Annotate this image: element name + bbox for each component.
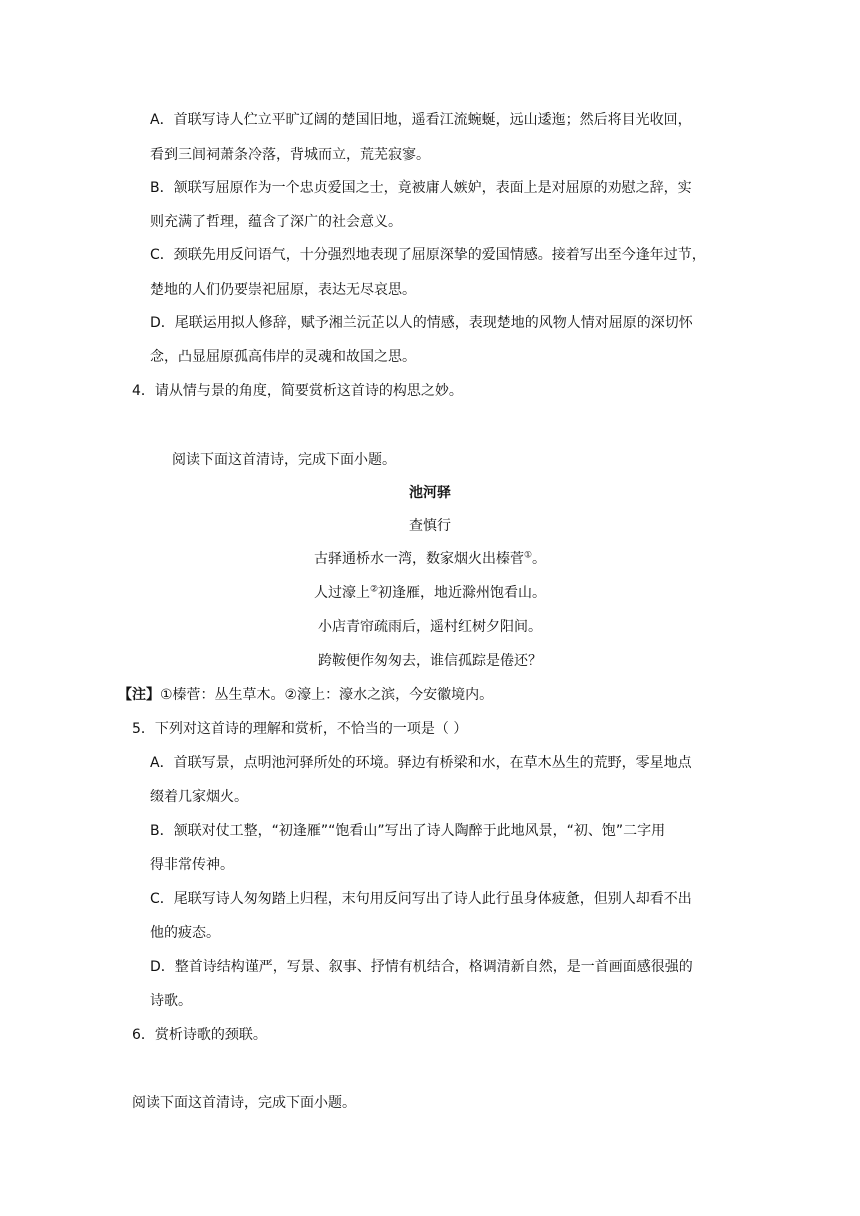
question-4: 4．请从情与景的角度，简要赏析这首诗的构思之妙。 <box>132 383 463 399</box>
footnote-mark-1: ① <box>523 550 533 561</box>
reading-intro-2: 阅读下面这首清诗，完成下面小题。 <box>172 452 396 468</box>
q5-option-c-line2: 他的疲态。 <box>150 925 220 941</box>
q3-option-a-line1: A．首联写诗人伫立平旷辽阔的楚国旧地，遥看江流蜿蜒，远山逶迤；然后将目光收回， <box>150 112 692 128</box>
poem-note <box>118 685 493 705</box>
q3-option-d-line1: D．尾联运用拟人修辞，赋予湘兰沅芷以人的情感，表现楚地的风物人情对屈原的深切怀 <box>150 315 693 331</box>
poem-note-label: 【注】 <box>118 687 160 703</box>
q5-option-a-line2: 缀着几家烟火。 <box>150 789 248 805</box>
poem-line-3: 小店青帘疏雨后，遥村红树夕阳间。 <box>318 619 542 635</box>
q5-option-a-line1: A．首联写景，点明池河驿所处的环境。驿边有桥梁和水，在草木丛生的荒野，零星地点 <box>150 755 692 771</box>
poem-line-1-b: 。 <box>532 551 547 567</box>
q3-option-d-line2: 念，凸显屈原孤高伟岸的灵魂和故国之思。 <box>150 349 416 365</box>
poem-author: 查慎行 <box>409 518 451 534</box>
q3-option-c-line2: 楚地的人们仍要崇祀屈原，表达无尽哀思。 <box>150 282 416 298</box>
poem-note-text: ①榛菅：丛生草木。②濠上：濠水之滨，今安徽境内。 <box>160 687 494 703</box>
footnote-mark-2: ② <box>369 584 379 595</box>
q3-option-a-line2: 看到三闾祠萧条冷落，背城而立，荒芜寂寥。 <box>150 147 430 163</box>
question-5-stem: 5．下列对这首诗的理解和赏析，不恰当的一项是（ ） <box>132 721 468 737</box>
poem-title: 池河驿 <box>409 485 451 501</box>
poem-line-1-a: 古驿通桥水一湾，数家烟火出榛菅 <box>313 551 524 567</box>
q3-option-b-line1: B．颔联写屈原作为一个忠贞爱国之士，竟被庸人嫉妒，表面上是对屈原的劝慰之辞，实 <box>150 180 692 196</box>
q5-option-d-line2: 诗歌。 <box>150 993 192 1009</box>
question-6: 6．赏析诗歌的颈联。 <box>132 1027 267 1043</box>
poem-line-1 <box>0 549 860 569</box>
q5-option-c-line1: C．尾联写诗人匆匆踏上归程，末句用反问写出了诗人此行虽身体疲惫，但别人却看不出 <box>150 891 692 907</box>
poem-line-2-b: 初逢雁，地近滁州饱看山。 <box>378 585 547 601</box>
q5-option-b-line2: 得非常传神。 <box>150 857 234 873</box>
q5-option-d-line1: D．整首诗结构谨严，写景、叙事、抒情有机结合，格调清新自然，是一首画面感很强的 <box>150 959 693 975</box>
poem-line-2-a: 人过濠上 <box>313 585 370 601</box>
q3-option-c-line1: C．颈联先用反问语气，十分强烈地表现了屈原深挚的爱国情感。接着写出至今逢年过节， <box>150 247 706 263</box>
reading-intro-3: 阅读下面这首清诗，完成下面小题。 <box>132 1095 356 1111</box>
poem-line-4: 跨鞍便作匆匆去，谁信孤踪是倦还？ <box>318 653 542 669</box>
q3-option-b-line2: 则充满了哲理，蕴含了深广的社会意义。 <box>150 214 402 230</box>
poem-line-2 <box>0 583 860 603</box>
q5-option-b-line1: B．颔联对仗工整，“初逢雁”“饱看山”写出了诗人陶醉于此地风景，“初、饱”二字用 <box>150 823 666 839</box>
